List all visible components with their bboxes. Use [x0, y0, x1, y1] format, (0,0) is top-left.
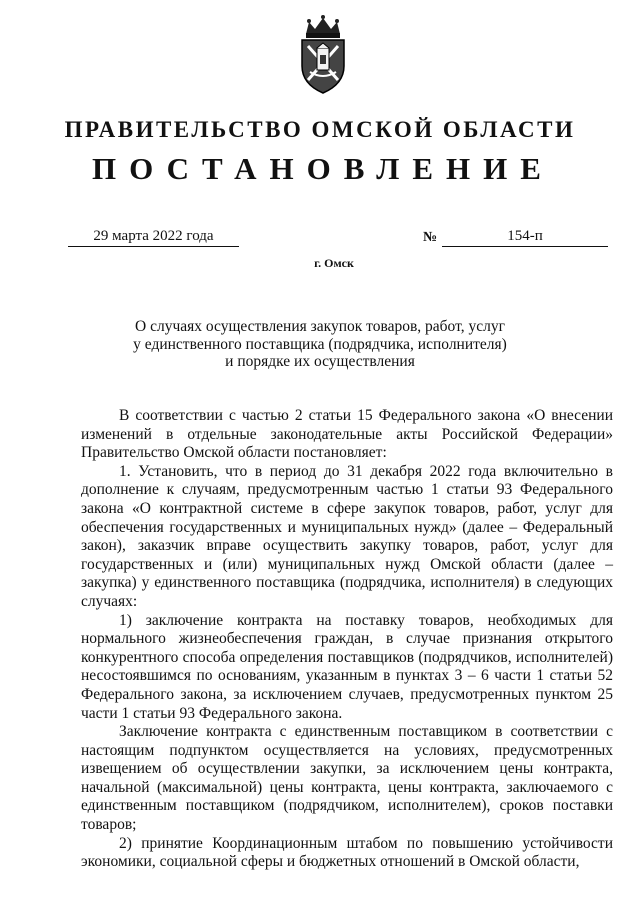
subject-line: О случаях осуществления закупок товаров, работ, услуг	[135, 318, 505, 335]
document-number: 154-п	[442, 228, 608, 247]
document-date: 29 марта 2022 года	[68, 228, 239, 247]
document-subject	[0, 318, 640, 371]
body-paragraph: В соответствии с частью 2 статьи 15 Федерального закона «О внесении изменений в отдельные законодательные акты Российской Федерации» Правительство Омской области постановляет:	[81, 407, 613, 462]
omsk-region-coat-of-arms-icon	[296, 14, 350, 96]
body-paragraph: 1. Установить, что в период до 31 декабря 2022 года включительно в дополнение к случаям, предусмотренным частью 1 статьи 93 Федерального закона «О контрактной системе в сфере закупок товаров, работ, услуг для обеспечения государственных и муниципальных нужд» (далее – Федеральный закон), заказчик вправе осуществить закупку товаров, работ, услуг для государственных и (или) муниципальных нужд Омской области (далее – закупка) у единственного поставщика (подрядчика, исполнителя) в следующих случаях:	[81, 462, 613, 610]
body-paragraph: Заключение контракта с единственным поставщиком в соответствии с настоящим подпунктом осуществляется на условиях, предусмотренных извещением об осуществлении закупки, за исключением цены контракта, начальной (максимальной) цены контракта, цены контракта, заключаемого с единственным поставщиком (подрядчиком, исполнителем), сроков поставки товаров;	[81, 723, 613, 834]
number-sign: №	[423, 230, 438, 245]
document-body	[81, 407, 613, 872]
document-type: ПОСТАНОВЛЕНИЕ	[92, 151, 554, 186]
body-paragraph: 1) заключение контракта на поставку товаров, необходимых для нормального жизнеобеспечения граждан, в случае признания открытого конкурентного способа определения поставщиков (подрядчиков, исполнителей) несостоявшимся по основаниям, указанным в пунктах 3 – 6 части 1 статьи 52 Федерального закона, за исключением случаев, предусмотренных пунктом 25 части 1 статьи 93 Федерального закона.	[81, 611, 613, 722]
body-paragraph: 2) принятие Координационным штабом по повышению устойчивости экономики, социальной сферы и бюджетных отношений в Омской области,	[81, 834, 613, 871]
document-city: г. Омск	[314, 256, 354, 270]
government-title: ПРАВИТЕЛЬСТВО ОМСКОЙ ОБЛАСТИ	[64, 117, 576, 142]
subject-line: и порядке их осуществления	[225, 353, 415, 370]
subject-line: у единственного поставщика (подрядчика, исполнителя)	[133, 335, 507, 353]
